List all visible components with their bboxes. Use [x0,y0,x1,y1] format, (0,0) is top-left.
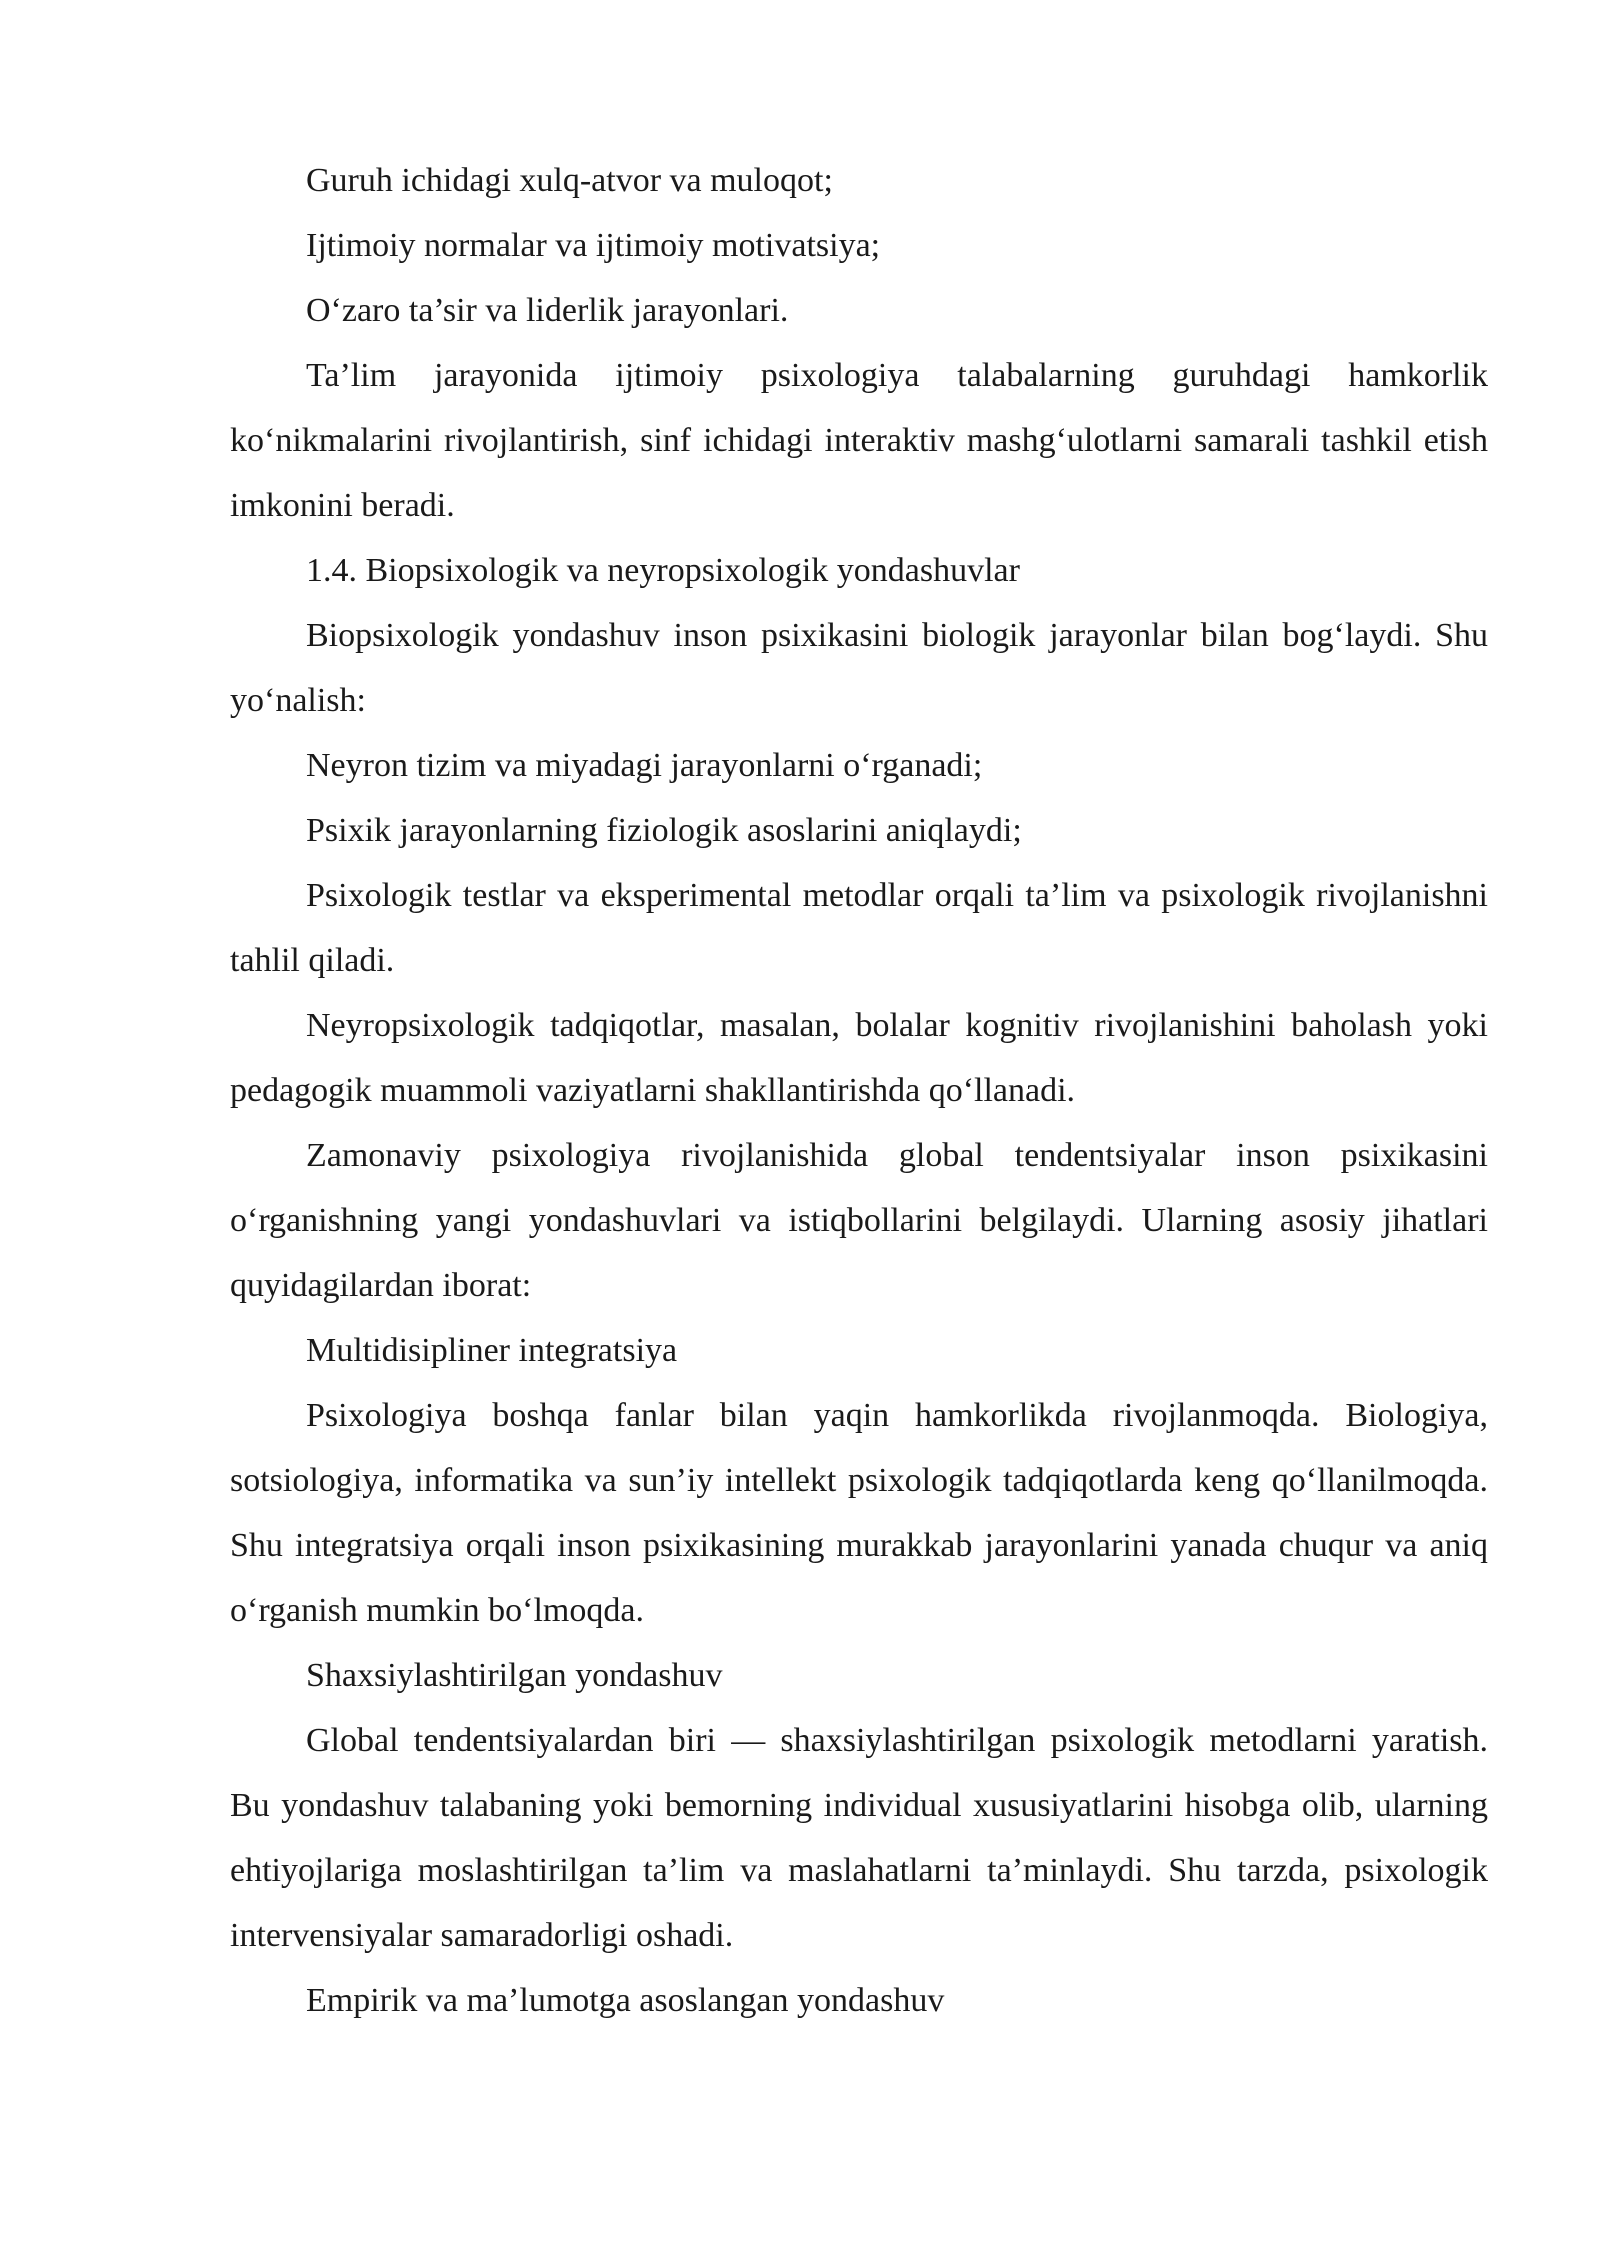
paragraph-neuropsychological-research: Neyropsixologik tadqiqotlar, masalan, bolalar kognitiv rivojlanishini baholash yoki pedagogik muammoli vaziyatlarni shakllantirishda qo‘llanadi. [230,1007,1488,1109]
subheading-personalized: Shaxsiylashtirilgan yondashuv [306,1657,723,1694]
paragraph-biopsychological-approach: Biopsixologik yondashuv inson psixikasini biologik jarayonlar bilan bog‘laydi. Shu yo‘nalish: [230,617,1488,719]
list-item-interaction-leadership: O‘zaro ta’sir va liderlik jarayonlari. [306,292,789,329]
paragraph-multidisciplinary: Psixologiya boshqa fanlar bilan yaqin hamkorlikda rivojlanmoqda. Biologiya, sotsiologiya, informatika va sun’iy intellekt psixologik tadqiqotlarda keng qo‘llanilmoqda. Shu integratsiya orqali inson psixikasining murakkab jarayonlarini yanada chuqur va aniq o‘rganish mumkin bo‘lmoqda. [230,1397,1488,1629]
section-heading-1-4: 1.4. Biopsixologik va neyropsixologik yondashuvlar [306,552,1020,589]
list-item-physiological-basis: Psixik jarayonlarning fiziologik asoslarini aniqlaydi; [306,812,1022,849]
list-item-social-norms: Ijtimoiy normalar va ijtimoiy motivatsiya; [306,227,881,264]
paragraph-personalized: Global tendentsiyalardan biri — shaxsiylashtirilgan psixologik metodlarni yaratish. Bu yondashuv talabaning yoki bemorning individual xususiyatlarini hisobga olib, ularning ehtiyojlariga moslashtirilgan ta’lim va maslahatlarni ta’minlaydi. Shu tarzda, psixologik intervensiyalar samaradorligi oshadi. [230,1722,1488,1954]
document-body [230,148,1488,2033]
paragraph-global-tendencies: Zamonaviy psixologiya rivojlanishida global tendentsiyalar inson psixikasini o‘rganishning yangi yondashuvlari va istiqbollarini belgilaydi. Ularning asosiy jihatlari quyidagilardan iborat: [230,1137,1488,1304]
paragraph-education-social-psychology: Ta’lim jarayonida ijtimoiy psixologiya talabalarning guruhdagi hamkorlik ko‘nikmalarini rivojlantirish, sinf ichidagi interaktiv mashg‘ulotlarni samarali tashkil etish imkonini beradi. [230,357,1488,524]
subheading-multidisciplinary: Multidisipliner integratsiya [306,1332,678,1369]
list-item-group-behavior: Guruh ichidagi xulq-atvor va muloqot; [306,162,833,199]
subheading-empirical: Empirik va ma’lumotga asoslangan yondashuv [306,1982,945,2019]
list-item-neuron-system: Neyron tizim va miyadagi jarayonlarni o‘rganadi; [306,747,983,784]
list-item-psychological-tests: Psixologik testlar va eksperimental metodlar orqali ta’lim va psixologik rivojlanishni tahlil qiladi. [230,877,1488,979]
